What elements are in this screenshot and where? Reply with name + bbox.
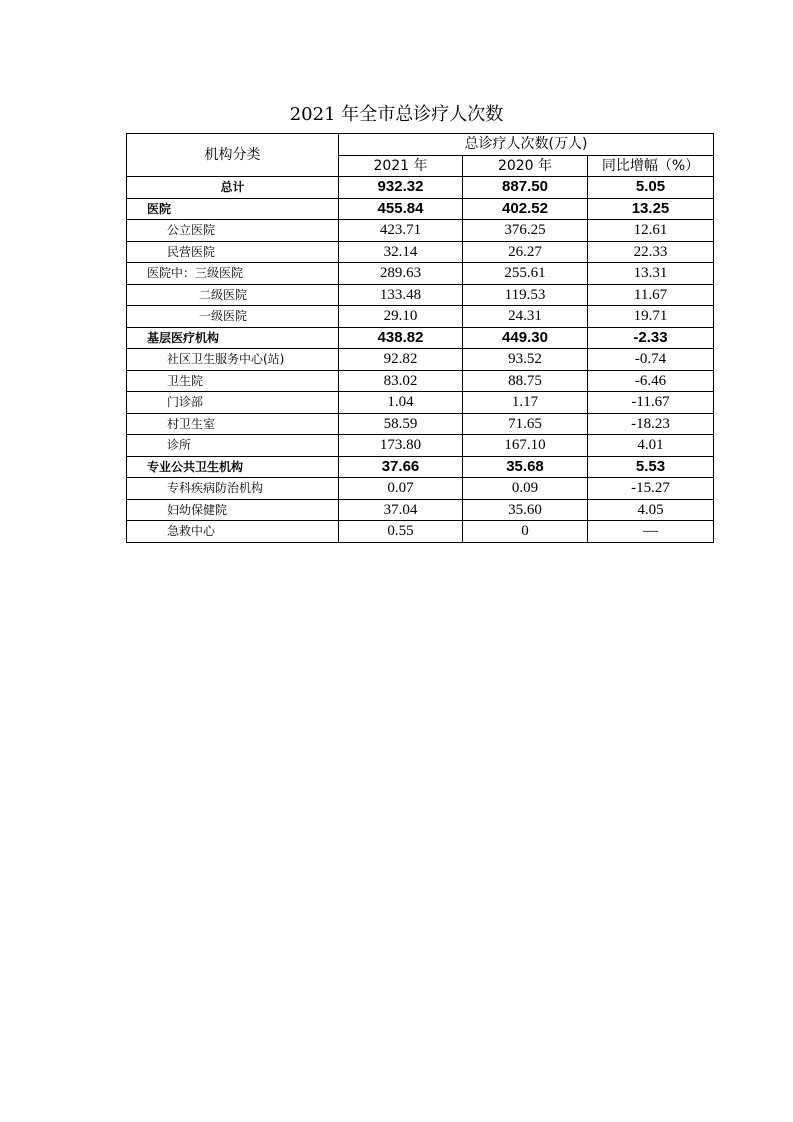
value-growth: -18.23	[588, 413, 714, 435]
table-row	[127, 521, 714, 543]
header-year-2021: 2021 年	[339, 155, 463, 177]
value-2021: 423.71	[339, 220, 463, 242]
table-row	[127, 370, 714, 392]
row-label: 卫生院	[127, 370, 339, 392]
table-row	[127, 499, 714, 521]
row-label: 诊所	[127, 435, 339, 457]
header-year-2020: 2020 年	[463, 155, 588, 177]
value-2020: 26.27	[463, 241, 588, 263]
value-2020: 1.17	[463, 392, 588, 414]
value-2021: 37.66	[339, 456, 463, 478]
value-growth: 5.05	[588, 177, 714, 199]
value-2021: 0.07	[339, 478, 463, 500]
value-2020: 376.25	[463, 220, 588, 242]
value-growth: 19.71	[588, 306, 714, 328]
value-growth: -6.46	[588, 370, 714, 392]
value-2021: 1.04	[339, 392, 463, 414]
value-2020: 449.30	[463, 327, 588, 349]
value-2020: 71.65	[463, 413, 588, 435]
value-2020: 93.52	[463, 349, 588, 371]
value-growth: 4.01	[588, 435, 714, 457]
value-2020: 0	[463, 521, 588, 543]
table-row	[127, 220, 714, 242]
value-growth: —	[588, 521, 714, 543]
value-2021: 438.82	[339, 327, 463, 349]
row-label: 专科疾病防治机构	[127, 478, 339, 500]
row-label: 一级医院	[127, 306, 339, 328]
value-2021: 455.84	[339, 198, 463, 220]
value-2020: 255.61	[463, 263, 588, 285]
value-2021: 173.80	[339, 435, 463, 457]
value-2021: 29.10	[339, 306, 463, 328]
value-growth: 4.05	[588, 499, 714, 521]
value-growth: -11.67	[588, 392, 714, 414]
value-2020: 88.75	[463, 370, 588, 392]
row-label: 公立医院	[127, 220, 339, 242]
table-row	[127, 263, 714, 285]
table-row	[127, 198, 714, 220]
table-row	[127, 456, 714, 478]
value-2021: 37.04	[339, 499, 463, 521]
value-growth: 13.31	[588, 263, 714, 285]
table-row	[127, 413, 714, 435]
row-label: 社区卫生服务中心(站)	[127, 349, 339, 371]
header-total-visits: 总诊疗人次数(万人)	[339, 134, 714, 156]
value-2021: 83.02	[339, 370, 463, 392]
table-row	[127, 478, 714, 500]
page-title: 2021 年全市总诊疗人次数	[289, 104, 504, 125]
row-label: 急救中心	[127, 521, 339, 543]
value-2020: 0.09	[463, 478, 588, 500]
row-label: 专业公共卫生机构	[127, 456, 339, 478]
row-label: 村卫生室	[127, 413, 339, 435]
table-row	[127, 241, 714, 263]
value-2020: 35.68	[463, 456, 588, 478]
value-2020: 35.60	[463, 499, 588, 521]
table-row	[127, 306, 714, 328]
row-label: 门诊部	[127, 392, 339, 414]
header-growth: 同比增幅（%）	[588, 155, 714, 177]
table-row	[127, 435, 714, 457]
table-row	[127, 177, 714, 199]
row-label: 妇幼保健院	[127, 499, 339, 521]
row-label: 二级医院	[127, 284, 339, 306]
value-2021: 289.63	[339, 263, 463, 285]
table-row	[127, 392, 714, 414]
row-label: 民营医院	[127, 241, 339, 263]
value-2020: 402.52	[463, 198, 588, 220]
value-growth: -2.33	[588, 327, 714, 349]
value-growth: 13.25	[588, 198, 714, 220]
row-label: 总计	[127, 177, 339, 199]
value-growth: 5.53	[588, 456, 714, 478]
row-label: 医院中：三级医院	[127, 263, 339, 285]
value-2021: 133.48	[339, 284, 463, 306]
value-growth: 22.33	[588, 241, 714, 263]
value-2021: 92.82	[339, 349, 463, 371]
value-2021: 0.55	[339, 521, 463, 543]
row-label: 医院	[127, 198, 339, 220]
value-2021: 32.14	[339, 241, 463, 263]
value-2020: 24.31	[463, 306, 588, 328]
value-2020: 119.53	[463, 284, 588, 306]
value-2020: 887.50	[463, 177, 588, 199]
statistics-table	[126, 133, 714, 543]
value-growth: -0.74	[588, 349, 714, 371]
value-2021: 58.59	[339, 413, 463, 435]
value-growth: 12.61	[588, 220, 714, 242]
value-growth: 11.67	[588, 284, 714, 306]
table-row	[127, 349, 714, 371]
table-row	[127, 284, 714, 306]
table-row	[127, 327, 714, 349]
value-growth: -15.27	[588, 478, 714, 500]
header-category: 机构分类	[127, 134, 339, 177]
row-label: 基层医疗机构	[127, 327, 339, 349]
value-2020: 167.10	[463, 435, 588, 457]
value-2021: 932.32	[339, 177, 463, 199]
